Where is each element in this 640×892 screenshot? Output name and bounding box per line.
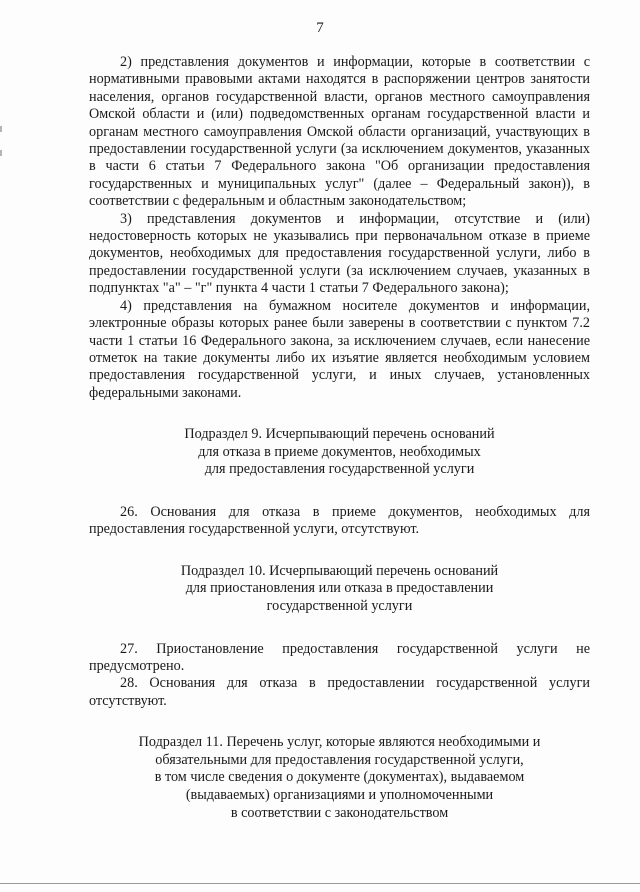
paragraph-item-2: 2) представления документов и информации, которые в соответствии с нормативными правовыми актами находятся в распоряжении центров занятости населения, органов государственной власти, органов местного самоуправления Омской области и (или) подведомственных органам государственной власти и органам местного самоуправления Омской области организаций, участвующих в предоставлении государственной услуги (за исключением документов, указанных в части 6 статьи 7 Федерального закона "Об организации предоставления государственных и муниципальных услуг" (далее – Федеральный закон)), в соответствии с федеральным и областным законодательством; (89, 54, 590, 210)
heading-line: для предоставления государственной услуги (204, 461, 475, 478)
subsection-11-heading (89, 734, 590, 822)
paragraph-item-4: 4) представления на бумажном носителе документов и информации, электронные образы которых ранее были заверены в соответствии с пунктом 7.2 части 1 статьи 16 Федерального закона, за исключением случаев, если нанесение отметок на такие документы либо их изъятие является необходимым условием предоставления государственной услуги, и иных случаев, установленных федеральными законами. (89, 297, 590, 401)
scan-margin-mark (0, 126, 2, 132)
document-body (89, 54, 590, 822)
heading-line: государственной услуги (266, 597, 413, 614)
paragraph-item-3: 3) представления документов и информации, отсутствие и (или) недостоверность которых не указывались при первоначальном отказе в приеме документов, необходимых для предоставления государственной услуги, либо в предоставлении государственной услуги (за исключением случаев, указанных в подпунктах "а" – "г" пункта 4 части 1 статьи 7 Федерального закона); (89, 210, 590, 297)
heading-line: в том числе сведения о документе (документах), выдаваемом (154, 769, 525, 786)
heading-line: для приостановления или отказа в предоставлении (185, 580, 494, 597)
subsection-9-heading (89, 426, 590, 479)
heading-line: Подраздел 11. Перечень услуг, которые являются необходимыми и (138, 734, 541, 751)
paragraph-27: 27. Приостановление предоставления государственной услуги не предусмотрено. (89, 640, 590, 674)
paragraph-26: 26. Основания для отказа в приеме документов, необходимых для предоставления государственной услуги, отсутствуют. (89, 503, 590, 538)
scan-bottom-edge (0, 883, 640, 884)
paragraph-28: 28. Основания для отказа в предоставлении государственной услуги отсутствуют. (89, 675, 590, 709)
heading-line: для отказа в приеме документов, необходимых (198, 443, 481, 460)
heading-line: Подраздел 9. Исчерпывающий перечень оснований (184, 426, 495, 443)
heading-line: (выдаваемых) организациями и уполномоченными (185, 786, 494, 803)
heading-line: обязательными для предоставления государственной услуги, (155, 751, 524, 768)
heading-line: Подраздел 10. Исчерпывающий перечень оснований (180, 562, 499, 579)
scan-margin-mark (0, 150, 2, 156)
page-number: 7 (316, 20, 324, 36)
subsection-10-heading (89, 563, 590, 616)
heading-line: в соответствии с законодательством (230, 804, 449, 821)
